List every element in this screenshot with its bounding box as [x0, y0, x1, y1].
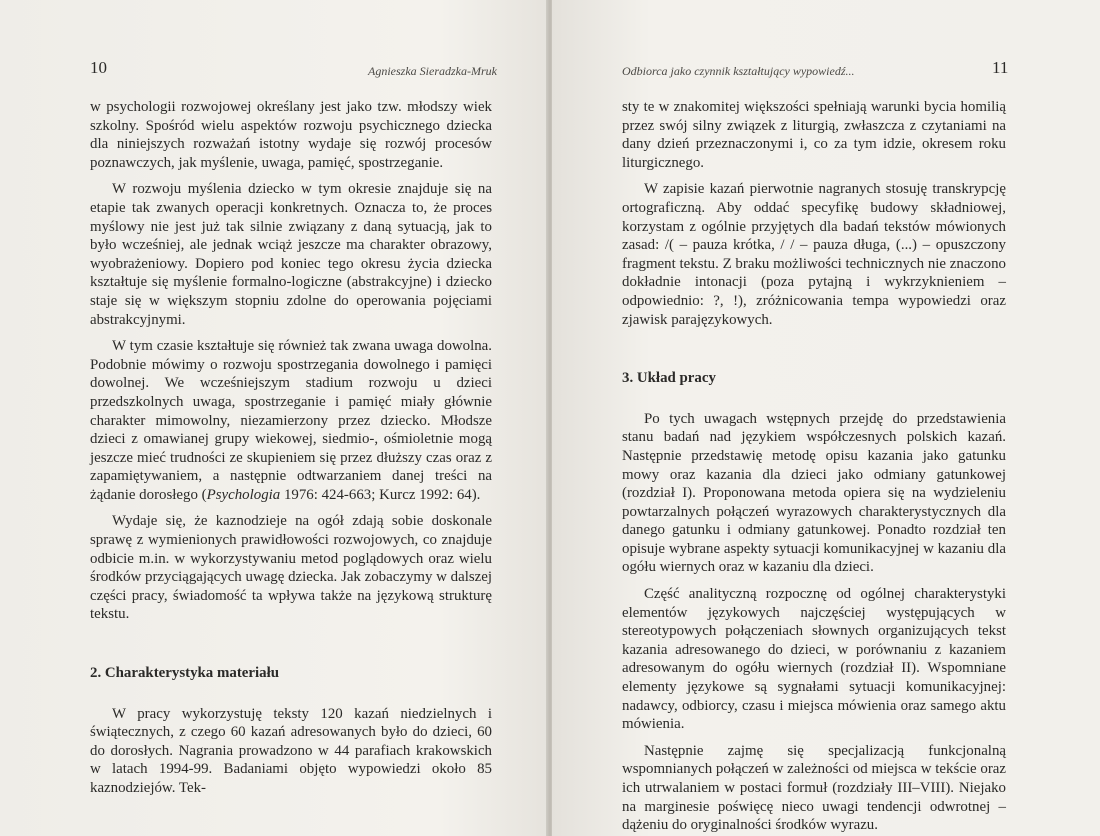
- right-page: [552, 0, 1100, 836]
- paragraph: Część analityczną rozpocznę od ogólnej charakterystyki elementów językowych najczęściej występujących w stereotypowych połączeniach słownych organizujących tekst kazania adresowanego do dzieci, w porównaniu z kazaniem adresowanym do ogółu wiernych (rozdział II). Wspomniane elementy językowe są sygnałami sytuacji komunikacyjnej: nadawcy, odbiorcy, czasu i miejsca mówienia oraz samego aktu mówienia.: [622, 586, 1006, 733]
- paragraph: w psychologii rozwojowej określany jest jako tzw. młodszy wiek szkolny. Spośród wielu aspektów rozwoju psychicznego dziecka dla niniejszych rozważań istotny wydaje się rozwój procesów poznawczych, jak myślenie, uwaga, pamięć, spostrzeganie.: [90, 99, 492, 171]
- running-head-right: Odbiorca jako czynnik kształtujący wypowiedź...: [622, 64, 855, 78]
- page-number-left: 10: [90, 58, 107, 77]
- paragraph: W rozwoju myślenia dziecko w tym okresie znajduje się na etapie tak zwanych operacji konkretnych. Oznacza to, że proces myślowy nie jest już tak silnie związany z daną sytuacją, jak to było wcześniej, ale jednak wciąż jeszcze ma charakter obrazowy, wyobrażeniowy. Dopiero pod koniec tego okresu życia dziecka kształtuje się myślenie formalno-logiczne (abstrakcyjne) i dziecko staje się w większym stopniu zdolne do operowania pojęciami abstrakcyjnymi.: [90, 181, 492, 328]
- citation-title: Psychologia: [206, 486, 281, 503]
- left-page-text: [90, 98, 492, 798]
- left-page: [0, 0, 548, 836]
- paragraph: Wydaje się, że kaznodzieje na ogół zdają sobie doskonale sprawę z wymienionych prawidłowości rozwojowych, co znajduje odbicie m.in. w wykorzystywaniu metod poglądowych oraz wielu środków przyciągających uwagę dziecka. Jak zobaczymy w dalszej części pracy, świadomość ta wpływa także na językową strukturę tekstu.: [90, 513, 492, 623]
- section-heading: 3. Układ pracy: [622, 370, 716, 387]
- section-heading: 2. Charakterystyka materiału: [90, 665, 280, 682]
- paragraph: W pracy wykorzystuję teksty 120 kazań niedzielnych i świątecznych, z czego 60 kazań adresowanych było do dzieci, 60 do dorosłych. Nagrania prowadzono w 44 parafiach krakowskich w latach 1994-99. Badaniami objęto wypowiedzi około 85 kaznodziejów. Tek-: [90, 705, 492, 796]
- page-number-right: 11: [992, 58, 1009, 77]
- paragraph-text: 1976: 424-663; Kurcz 1992: 64).: [280, 486, 481, 503]
- running-head-left: Agnieszka Sieradzka-Mruk: [368, 64, 497, 78]
- paragraph-text: W tym czasie kształtuje się również tak zwana uwaga dowolna. Podobnie mówimy o rozwoju spostrzegania dowolnego i pamięci dowolnej. We wcześniejszym stadium rozwoju u dzieci przedszkolnych uwaga, spostrzeganie i pamięć miały głównie charakter mimowolny, niezamierzony przez dziecko. Młodsze dzieci z omawianej grupy wiekowej, siedmio-, ośmioletnie mogą jeszcze mieć trudności ze skupieniem się przez dłuższy czas oraz z zapamiętywaniem, a następnie odtwarzaniem danej treści na żądanie dorosłego (: [90, 338, 492, 503]
- right-page-text: [622, 98, 1006, 835]
- paragraph: sty te w znakomitej większości spełniają warunki bycia homilią przez swój silny związek z liturgią, zwłaszcza z czytaniami na dany dzień przeznaczonymi i, co za tym idzie, okresem roku liturgicznego.: [622, 99, 1006, 171]
- paragraph: Następnie zajmę się specjalizacją funkcjonalną wspomnianych połączeń w zależności od miejsca w tekście oraz ich utrwalaniem w postaci formuł (rozdziały III–VIII). Niejako na marginesie poświęcę nieco uwagi tendencji odwrotnej – dążeniu do oryginalności środków wyrazu.: [622, 742, 1006, 834]
- paragraph: Po tych uwagach wstępnych przejdę do przedstawienia stanu badań nad językiem współczesnych polskich kazań. Następnie przedstawię metodę opisu kazania jako gatunku mowy oraz kazania dla dzieci jako odmiany gatunkowej (rozdział I). Proponowana metoda opiera się na wydzieleniu powtarzalnych połączeń wyrazowych charakterystycznych dla danego gatunku i odmiany gatunkowej. Ponadto rozdział ten opisuje wybrane aspekty sytuacji komunikacyjnej w kazaniu dla ogółu wiernych oraz w kazaniu dla dzieci.: [622, 410, 1006, 576]
- paragraph: W zapisie kazań pierwotnie nagranych stosuję transkrypcję ortograficzną. Aby oddać specyfikę budowy składniowej, korzystam z ogólnie przyjętych dla badań tekstów mówionych zasad: /( – pauza krótka, / / – pauza długa, (...) – opuszczony fragment tekstu. Z braku możliwości technicznych nie znaczono dokładnie intonacji (poza pytajną i wykrzyknieniem – odpowiednio: ?, !), zróżnicowania tempa wypowiedzi oraz zjawisk parajęzykowych.: [622, 181, 1006, 328]
- paragraph: [90, 337, 492, 504]
